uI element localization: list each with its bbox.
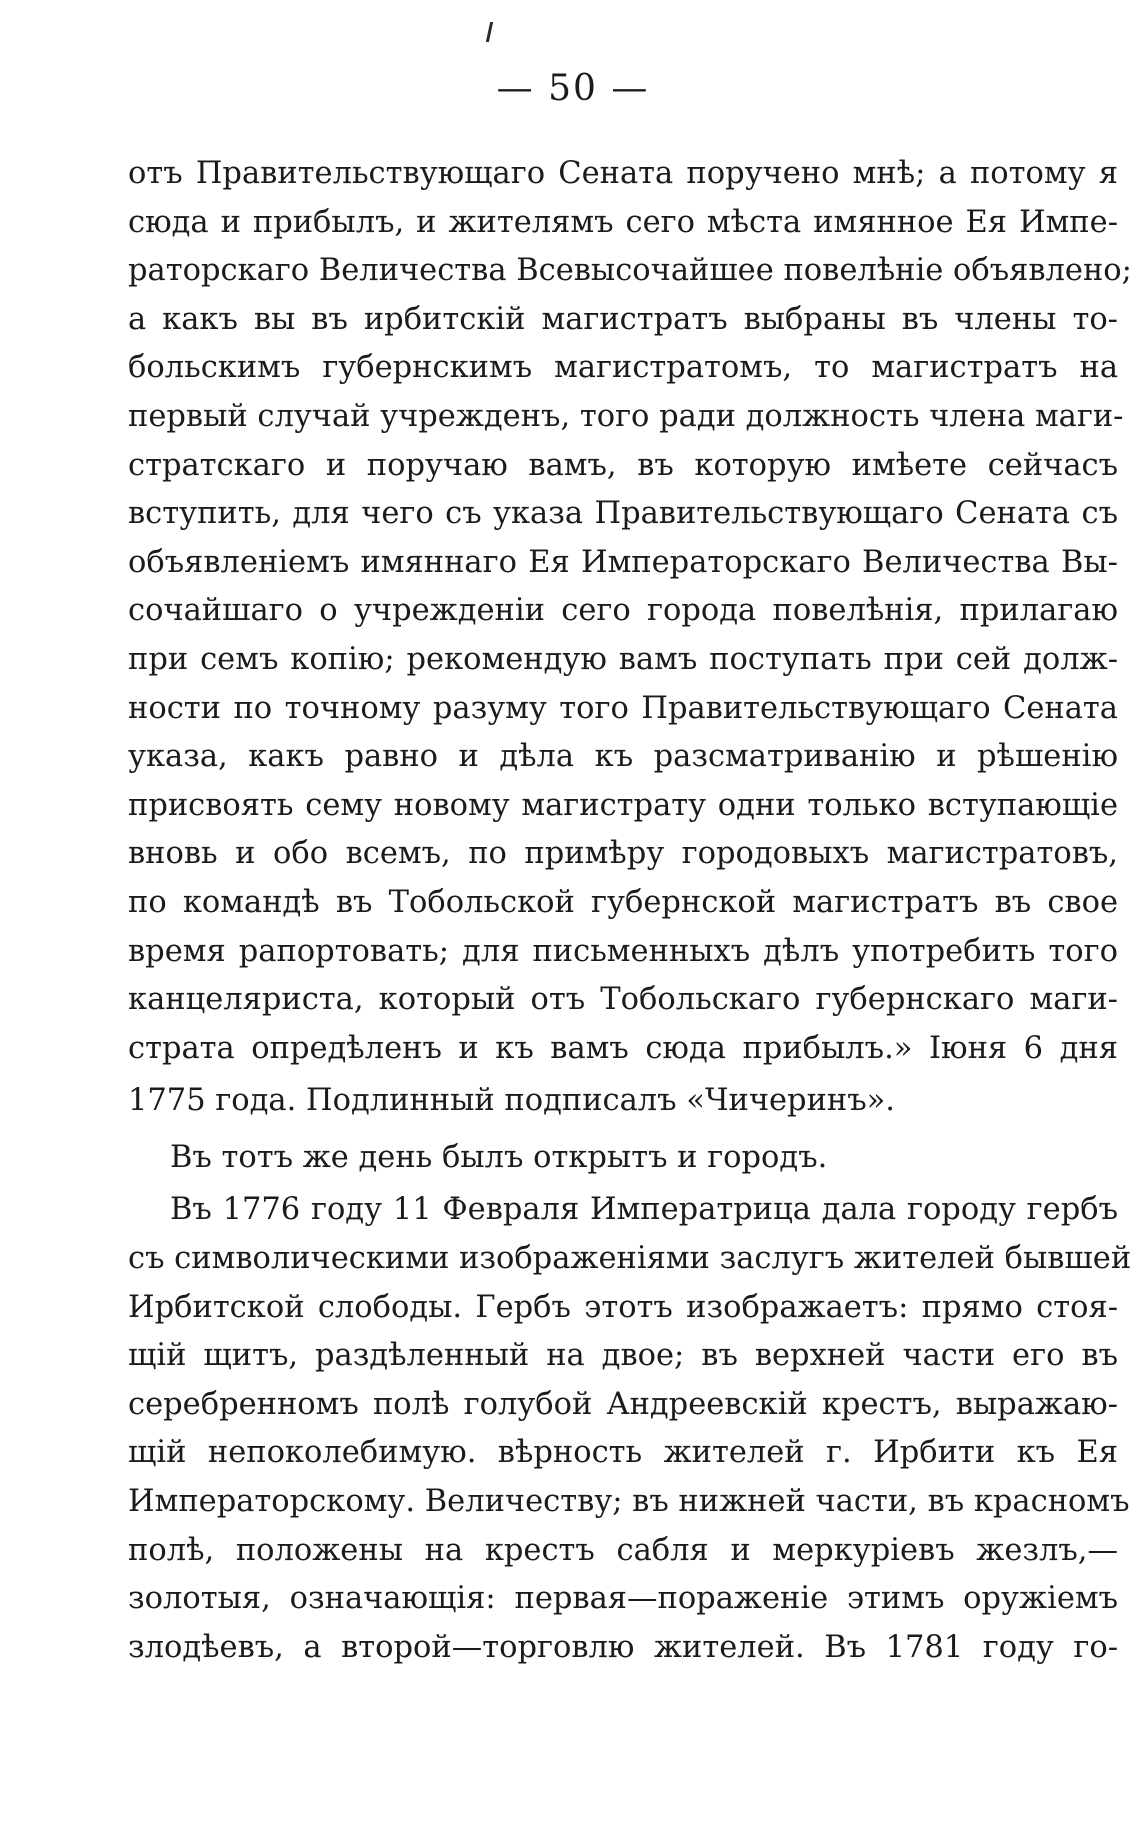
text-line: указа, какъ равно и дѣла къ разсматриванію и рѣшенію xyxy=(128,739,1118,775)
body-text xyxy=(128,150,1132,1672)
text-line: 1775 года. Подлинный подписалъ «Чичеринъ». xyxy=(128,1083,895,1119)
text-line: канцеляриста, который отъ Тобольскаго губернскаго маги- xyxy=(128,982,1118,1018)
text-line: серебренномъ полѣ голубой Андреевскій крестъ, выражаю- xyxy=(128,1386,1118,1422)
text-line: время рапортовать; для письменныхъ дѣлъ употребить того xyxy=(128,933,1118,969)
stray-ink-mark xyxy=(486,22,493,42)
text-line: полѣ, положены на крестъ сабля и меркуріевъ жезлъ,— xyxy=(128,1532,1118,1568)
text-line: присвоять сему новому магистрату одни только вступающіе xyxy=(128,787,1118,823)
paragraph-line: Въ 1776 году 11 Февраля Императрица дала городу гербъ xyxy=(170,1192,1118,1228)
page-number: — 50 — xyxy=(496,68,650,109)
text-line: съ символическими изображеніями заслугъ жителей бывшей xyxy=(128,1241,1132,1277)
text-line: сочайшаго о учрежденіи сего города повелѣнія, прилагаю xyxy=(128,593,1118,629)
text-line: злодѣевъ, а второй—торговлю жителей. Въ 1781 году го- xyxy=(128,1629,1118,1665)
text-line: щій щитъ, раздѣленный на двое; въ верхней части его въ xyxy=(128,1338,1118,1374)
text-line: сюда и прибылъ, и жителямъ сего мѣста имянное Ея Импе- xyxy=(128,204,1118,240)
paragraph-line: Въ тотъ же день былъ открытъ и городъ. xyxy=(170,1139,828,1175)
text-line: объявленіемъ имяннаго Ея Императорскаго Величества Вы- xyxy=(128,544,1118,580)
text-line: раторскаго Величества Всевысочайшее повелѣніе объявлено; xyxy=(128,253,1132,289)
text-line: больскимъ губернскимъ магистратомъ, то магистратъ на xyxy=(128,350,1118,386)
text-line: ности по точному разуму того Правительствующаго Сената xyxy=(128,690,1118,726)
text-line: по командѣ въ Тобольской губернской магистратъ въ свое xyxy=(128,884,1118,920)
text-line: а какъ вы въ ирбитскій магистратъ выбраны въ члены то- xyxy=(128,301,1118,337)
text-line: при семъ копію; рекомендую вамъ поступать при сей долж- xyxy=(128,641,1118,677)
text-line: Ирбитской слободы. Гербъ этотъ изображаетъ: прямо стоя- xyxy=(128,1289,1118,1325)
text-line: вступить, для чего съ указа Правительствующаго Сената съ xyxy=(128,496,1118,532)
text-line: стратскаго и поручаю вамъ, въ которую имѣете сейчасъ xyxy=(128,447,1118,483)
text-line: отъ Правительствующаго Сената поручено мнѣ; а потому я xyxy=(128,156,1118,191)
text-line: золотыя, означающія: первая—пораженіе этимъ оружіемъ xyxy=(128,1581,1118,1617)
text-line: Императорскому. Величеству; въ нижней части, въ красномъ xyxy=(128,1484,1130,1520)
text-line: щій непоколебимую. вѣрность жителей г. Ирбити къ Ея xyxy=(128,1435,1118,1471)
text-line: вновь и обо всемъ, по примѣру городовыхъ магистратовъ, xyxy=(128,836,1118,872)
text-line: страта опредѣленъ и къ вамъ сюда прибылъ.» Іюня 6 дня xyxy=(128,1030,1118,1066)
text-line: первый случай учрежденъ, того ради должность члена маги- xyxy=(128,398,1124,434)
